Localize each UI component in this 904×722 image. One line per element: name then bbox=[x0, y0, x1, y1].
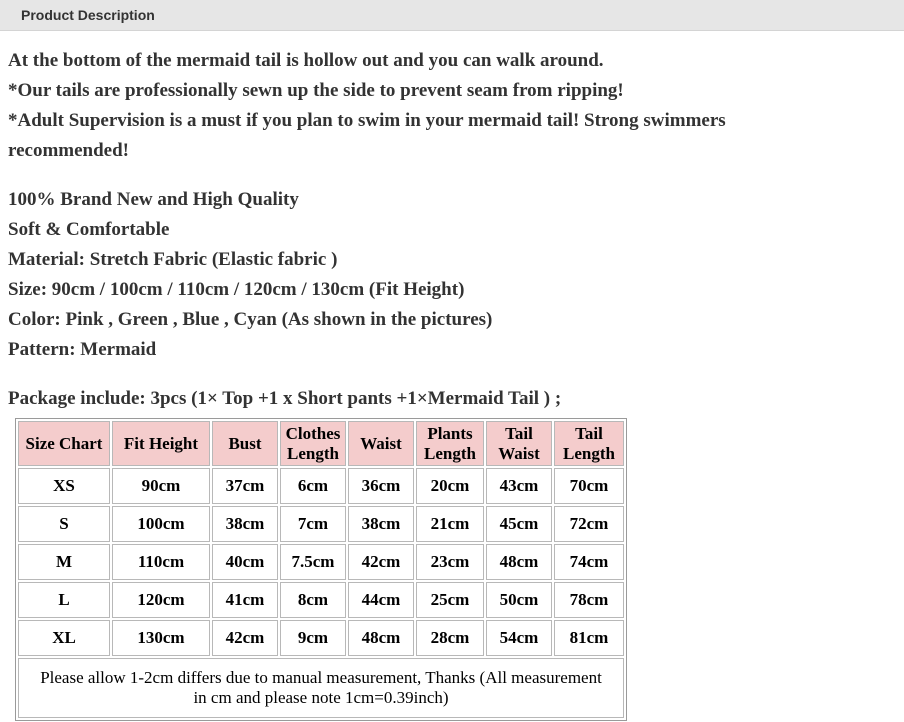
table-cell: 7cm bbox=[280, 506, 346, 542]
table-cell: 37cm bbox=[212, 468, 278, 504]
table-cell: 41cm bbox=[212, 582, 278, 618]
table-cell: 74cm bbox=[554, 544, 624, 580]
table-cell: 40cm bbox=[212, 544, 278, 580]
package-info bbox=[8, 384, 561, 414]
table-note-row bbox=[18, 658, 624, 718]
header-cell bbox=[212, 421, 278, 466]
header-label: Tail bbox=[505, 423, 533, 443]
section-title: Product Description bbox=[21, 7, 155, 23]
table-cell: 38cm bbox=[348, 506, 414, 542]
table-cell: S bbox=[18, 506, 110, 542]
table-cell: 44cm bbox=[348, 582, 414, 618]
header-cell bbox=[18, 421, 110, 466]
note-line: in cm and please note 1cm=0.39inch) bbox=[193, 688, 449, 707]
table-cell: 36cm bbox=[348, 468, 414, 504]
table-cell: 90cm bbox=[112, 468, 210, 504]
table-cell: XL bbox=[18, 620, 110, 656]
table-cell: 100cm bbox=[112, 506, 210, 542]
header-label: Plants bbox=[427, 423, 473, 443]
header-label: Tail bbox=[575, 423, 603, 443]
section-header-bar bbox=[0, 0, 904, 31]
table-cell: 43cm bbox=[486, 468, 552, 504]
table-cell: 9cm bbox=[280, 620, 346, 656]
table-cell: 54cm bbox=[486, 620, 552, 656]
header-label: Fit Height bbox=[123, 433, 199, 453]
header-label: Length bbox=[563, 443, 615, 463]
table-cell: 7.5cm bbox=[280, 544, 346, 580]
table-cell: 81cm bbox=[554, 620, 624, 656]
header-label: Waist bbox=[498, 443, 540, 463]
spec-quality: 100% Brand New and High Quality bbox=[8, 189, 299, 210]
table-cell: 20cm bbox=[416, 468, 484, 504]
spec-pattern: Pattern: Mermaid bbox=[8, 339, 157, 360]
table-row bbox=[18, 506, 624, 542]
table-cell: 45cm bbox=[486, 506, 552, 542]
table-row bbox=[18, 468, 624, 504]
table-cell: 28cm bbox=[416, 620, 484, 656]
table-cell: 48cm bbox=[486, 544, 552, 580]
header-label: Waist bbox=[360, 433, 402, 453]
table-cell: 120cm bbox=[112, 582, 210, 618]
table-cell: 25cm bbox=[416, 582, 484, 618]
table-row bbox=[18, 544, 624, 580]
header-cell bbox=[280, 421, 346, 466]
table-cell: 42cm bbox=[348, 544, 414, 580]
size-chart-table bbox=[15, 418, 627, 721]
table-cell: 72cm bbox=[554, 506, 624, 542]
spec-material: Material: Stretch Fabric (Elastic fabric ) bbox=[8, 249, 338, 270]
spec-size: Size: 90cm / 100cm / 110cm / 120cm / 130cm (Fit Height) bbox=[8, 279, 465, 300]
note-line: Please allow 1-2cm differs due to manual measurement, Thanks (All measurement bbox=[40, 668, 602, 687]
table-row bbox=[18, 582, 624, 618]
header-cell bbox=[554, 421, 624, 466]
header-cell bbox=[112, 421, 210, 466]
description-paragraph bbox=[8, 46, 726, 166]
header-cell bbox=[486, 421, 552, 466]
package-text: Package include: 3pcs (1× Top +1 x Short pants +1×Mermaid Tail ) ; bbox=[8, 388, 562, 409]
header-label: Length bbox=[287, 443, 339, 463]
table-cell: 130cm bbox=[112, 620, 210, 656]
table-cell: 21cm bbox=[416, 506, 484, 542]
header-label: Clothes bbox=[285, 423, 341, 443]
table-cell: XS bbox=[18, 468, 110, 504]
table-cell: 38cm bbox=[212, 506, 278, 542]
table-cell: 48cm bbox=[348, 620, 414, 656]
description-line: *Our tails are professionally sewn up the side to prevent seam from ripping! bbox=[8, 80, 624, 101]
table-cell: 110cm bbox=[112, 544, 210, 580]
description-line: *Adult Supervision is a must if you plan to swim in your mermaid tail! Strong swimmers bbox=[8, 110, 726, 131]
description-line: recommended! bbox=[8, 140, 130, 161]
header-cell bbox=[348, 421, 414, 466]
table-cell: 50cm bbox=[486, 582, 552, 618]
header-cell bbox=[416, 421, 484, 466]
description-line: At the bottom of the mermaid tail is hollow out and you can walk around. bbox=[8, 50, 604, 71]
table-cell: 23cm bbox=[416, 544, 484, 580]
spec-color: Color: Pink , Green , Blue , Cyan (As shown in the pictures) bbox=[8, 309, 493, 330]
table-cell: 78cm bbox=[554, 582, 624, 618]
specs-list bbox=[8, 185, 492, 365]
header-label: Size Chart bbox=[25, 433, 103, 453]
table-cell: L bbox=[18, 582, 110, 618]
measurement-note bbox=[18, 658, 624, 718]
spec-comfort: Soft & Comfortable bbox=[8, 219, 170, 240]
table-cell: 6cm bbox=[280, 468, 346, 504]
header-label: Length bbox=[424, 443, 476, 463]
header-label: Bust bbox=[228, 433, 262, 453]
table-row bbox=[18, 620, 624, 656]
table-cell: M bbox=[18, 544, 110, 580]
table-header-row bbox=[18, 421, 624, 466]
table-cell: 42cm bbox=[212, 620, 278, 656]
table-cell: 70cm bbox=[554, 468, 624, 504]
table-cell: 8cm bbox=[280, 582, 346, 618]
